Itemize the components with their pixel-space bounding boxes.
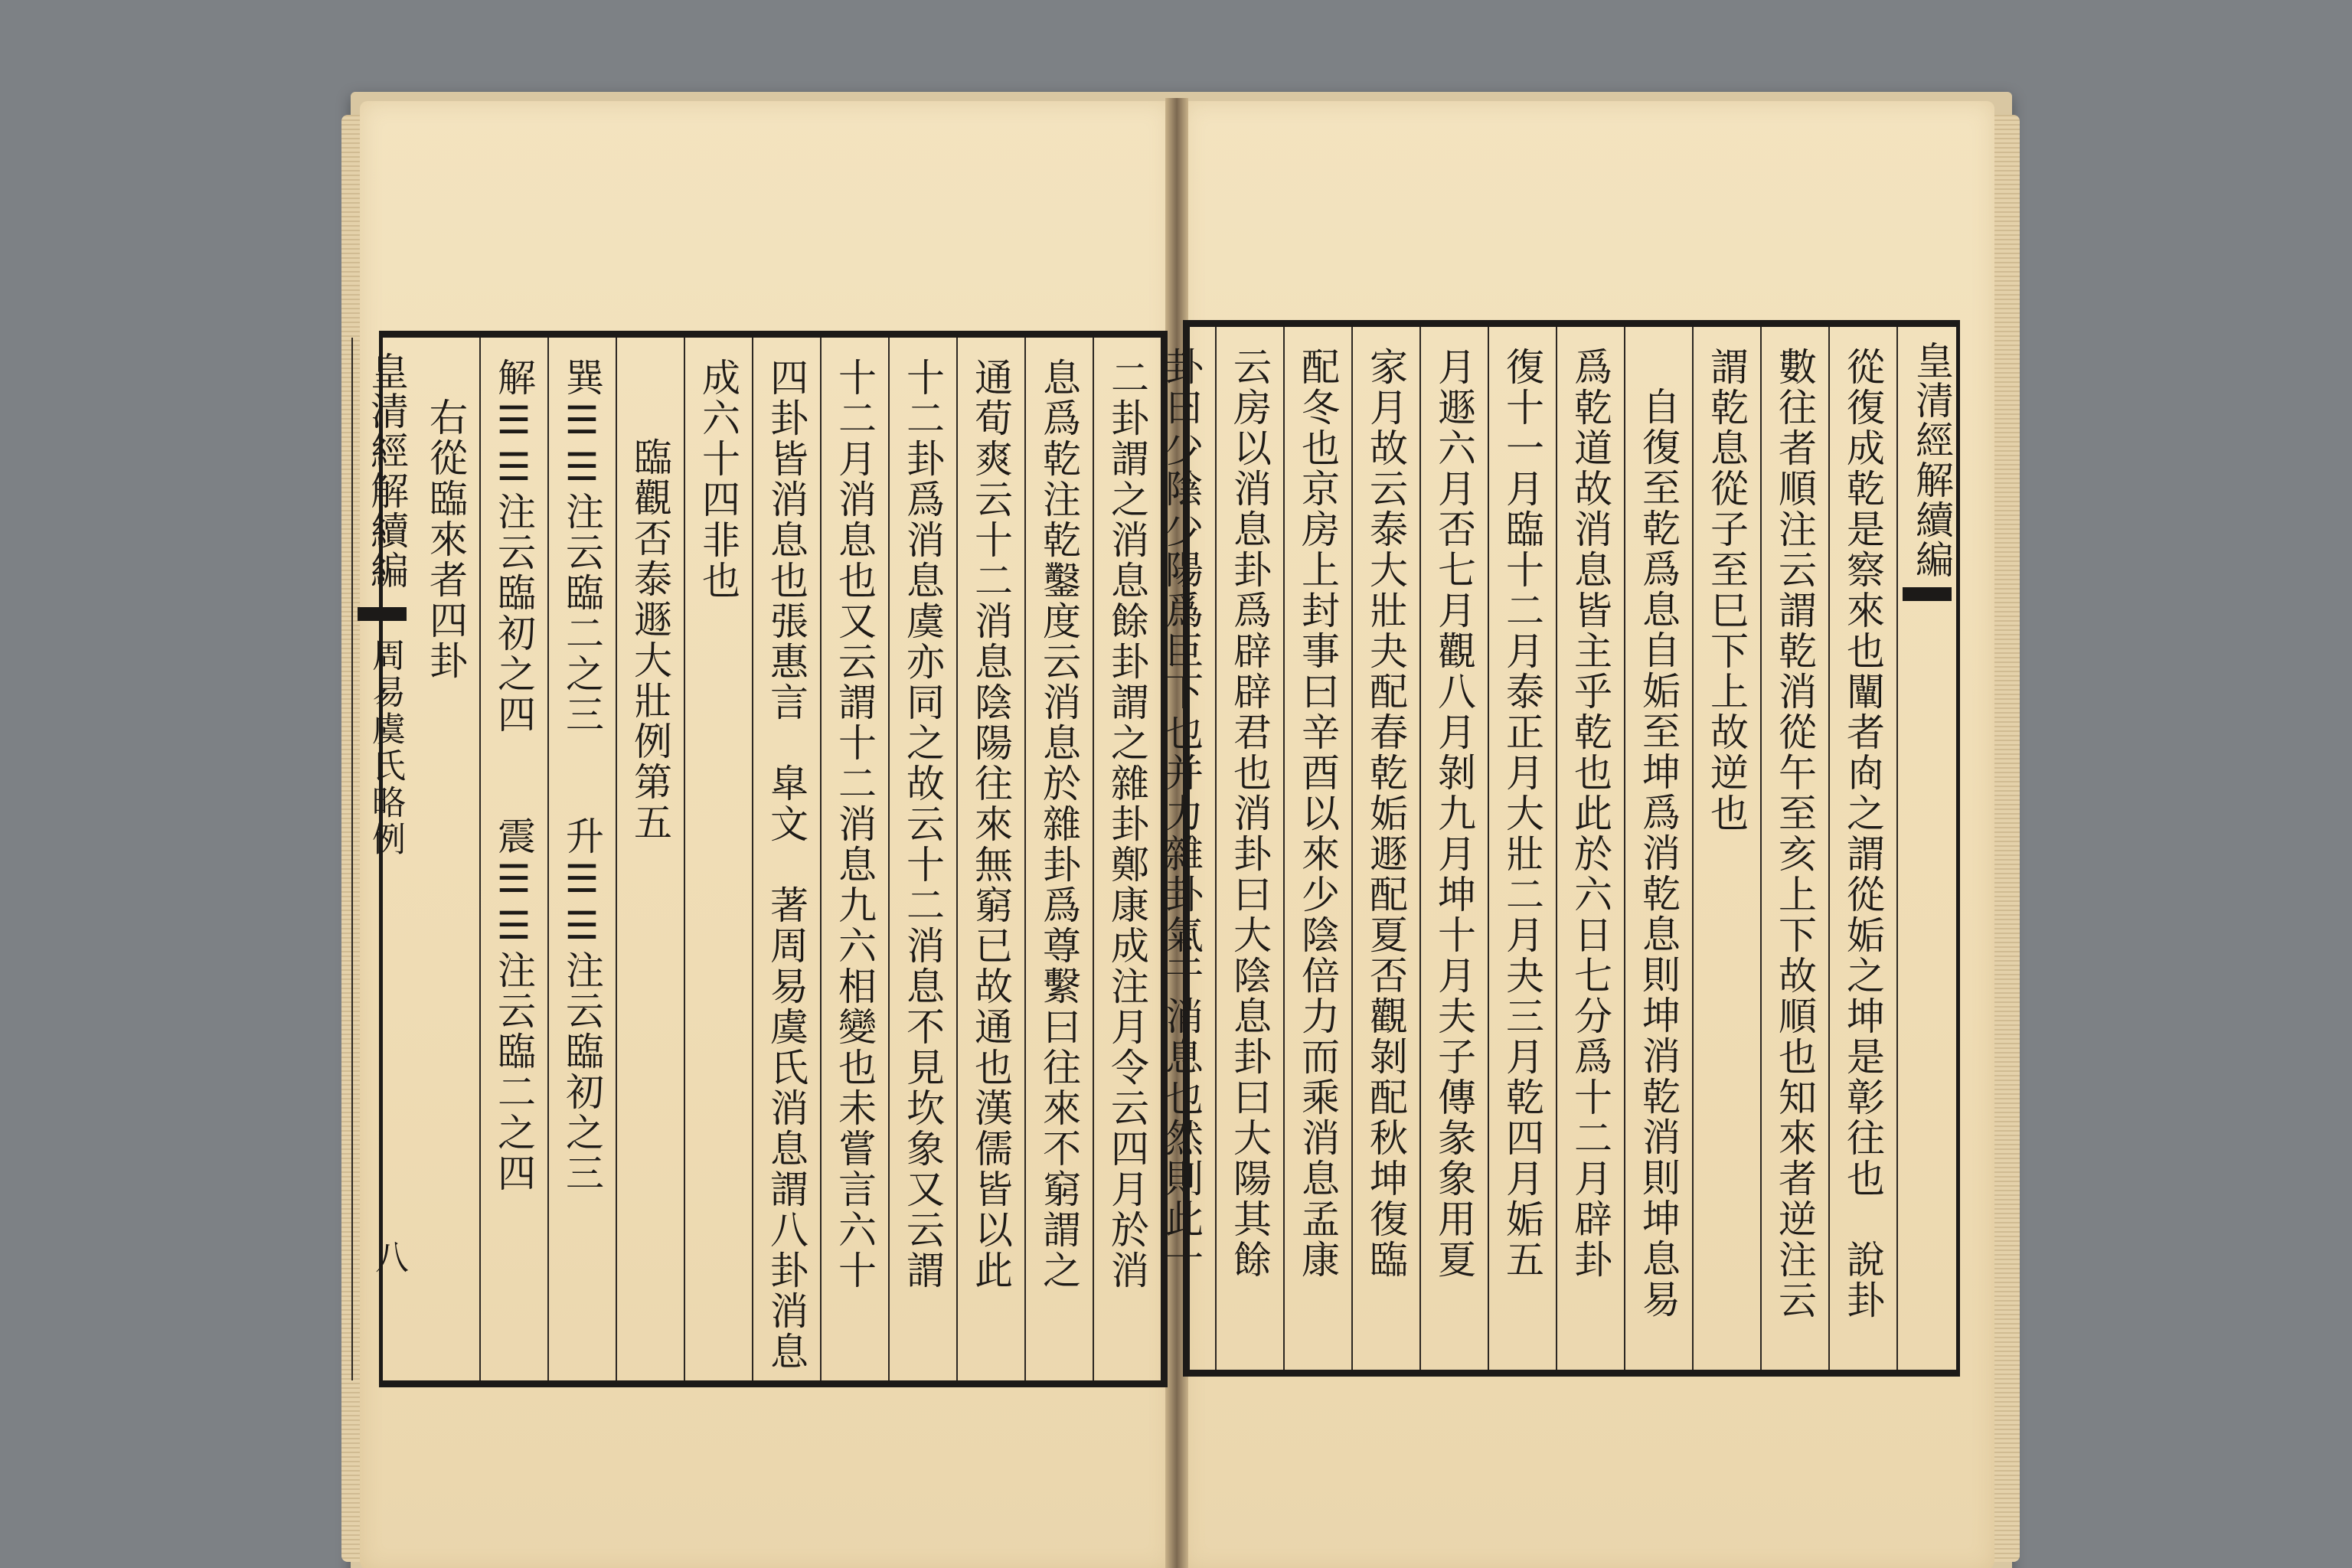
text-column: 解☰☰注云臨初之四 震☰☰注云臨二之四 <box>479 338 547 1380</box>
text-column: 爲乾道故消息皆主乎乾也此於六日七分爲十二月辟卦 <box>1556 327 1624 1370</box>
fish-tail-mark <box>1903 587 1952 601</box>
text-column: 云房以消息卦爲辟辟君也消卦曰大陰息卦曰大陽其餘 <box>1215 327 1283 1370</box>
text-column: 復十一月臨十二月泰正月大壯二月夬三月乾四月姤五 <box>1488 327 1556 1370</box>
folio-number: 八 <box>369 1240 408 1273</box>
text-column: 卦曰少陰少陽爲臣下也并力雜卦氣干消息也然則此十 <box>1159 347 1204 1280</box>
section-heading: 臨觀否泰遯大壯例第五 <box>616 338 684 1380</box>
left-text-frame <box>364 331 1168 1387</box>
text-column: 家月故云泰大壯夬配春乾姤遯配夏否觀剝配秋坤復臨 <box>1351 327 1419 1370</box>
text-column: 右從臨來者四卦 <box>423 397 468 681</box>
text-column: 自復至乾爲息自姤至坤爲消乾息則坤消乾消則坤息易 <box>1624 327 1692 1370</box>
text-column: 成六十四非也 <box>684 338 752 1380</box>
text-column: 配冬也京房上封事曰辛酉以來少陰倍力而乘消息孟康 <box>1283 327 1351 1370</box>
text-column: 謂乾息從子至巳下上故逆也 <box>1692 327 1760 1370</box>
text-column: 四卦皆消息也張惠言 皐文 著周易虞氏消息謂八卦消息 <box>752 338 820 1380</box>
banner-subtitle: 周易虞氏略例 <box>366 638 405 858</box>
text-column: 月遯六月否七月觀八月剝九月坤十月夫子傳彖象用夏 <box>1419 327 1488 1370</box>
text-column: 通荀爽云十二消息陰陽往來無窮已故通也漢儒皆以此 <box>956 338 1024 1380</box>
text-column: 十二卦爲消息虞亦同之故云十二消息不見坎象又云謂 <box>888 338 956 1380</box>
right-text-frame <box>1159 320 1960 1377</box>
banner-title: 皇清經解續編 <box>1909 341 1954 580</box>
text-column: 數往者順注云謂乾消從午至亥上下故順也知來者逆注云 <box>1760 327 1828 1370</box>
right-banner-column <box>1896 327 1956 1370</box>
banner-title: 皇清經解續編 <box>364 351 409 590</box>
text-column: 二卦謂之消息餘卦謂之雜卦鄭康成注月令云四月於消 <box>1093 338 1161 1380</box>
fish-tail-mark <box>358 607 407 621</box>
text-column: 從復成乾是察來也闡者㕯之謂從姤之坤是彰往也 說卦 <box>1828 327 1896 1370</box>
text-column: 息爲乾注乾鑿度云消息於雜卦爲尊繫曰往來不窮謂之 <box>1024 338 1093 1380</box>
left-banner-column <box>351 338 411 1380</box>
text-column: 巽☰☰注云臨二之三 升☰☰注云臨初之三 <box>547 338 616 1380</box>
text-column: 十二月消息也又云謂十二消息九六相變也未嘗言六十 <box>820 338 888 1380</box>
